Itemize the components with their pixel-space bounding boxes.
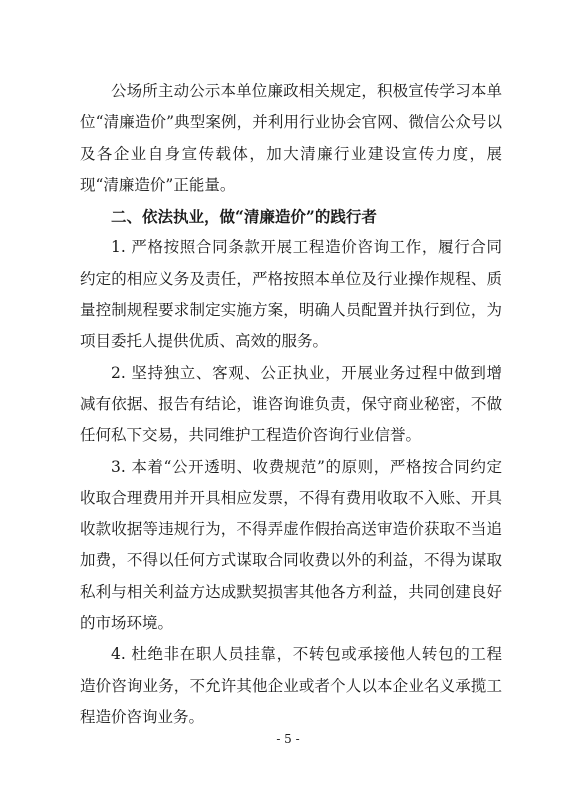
intro-paragraph: 公场所主动公示本单位廉政相关规定，积极宣传学习本单位“清廉造价”典型案例，并利用行业协会官网、微信公众号以及各企业自身宣传载体，加大清廉行业建设宣传力度，展现“清廉造价”正能量。 [80,82,502,194]
paragraph-item-2: 2. 坚持独立、客观、公正执业，开展业务过程中做到增减有依据、报告有结论，谁咨询谁负责，保守商业秘密，不做任何私下交易，共同维护工程造价咨询行业信誉。 [80,363,502,445]
paragraph-item-1: 1. 严格按照合同条款开展工程造价咨询工作，履行合同约定的相应义务及责任，严格按照本单位及行业操作规程、质量控制规程要求制定实施方案，明确人员配置并执行到位，为项目委托人提供优质、高效的服务。 [80,238,502,351]
page-number: - 5 - [276,732,300,746]
paragraph-item-3: 3. 本着“公开透明、收费规范”的原则，严格按合同约定收取合理费用并开具相应发票，不得有费用收取不入账、开具收款收据等违规行为，不得弄虚作假抬高送审造价获取不当追加费，不得以任何方式谋取合同收费以外的利益，不得为谋取私利与相关利益方达成默契损害其他各方利益，共同创建良好的市场环境。 [80,457,502,633]
section-heading: 二、依法执业，做“清廉造价”的践行者 [111,207,377,227]
paragraph-item-4: 4. 杜绝非在职人员挂靠，不转包或承接他人转包的工程造价咨询业务，不允许其他企业或者个人以本企业名义承揽工程造价咨询业务。 [80,645,502,726]
body-text [80,76,502,733]
